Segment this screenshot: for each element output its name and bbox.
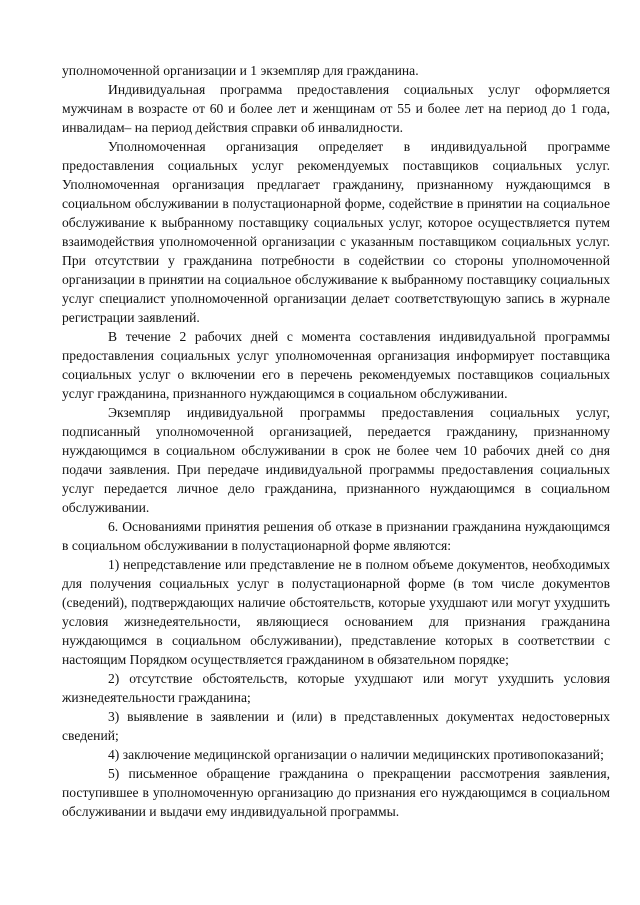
paragraph-refusal-grounds: 6. Основаниями принятия решения об отказе в признании гражданина нуждающимся в социальном обслуживании в полустационарной форме являются: bbox=[62, 519, 610, 553]
list-item-refusal-4: 4) заключение медицинской организации о наличии медицинских противопоказаний; bbox=[108, 747, 604, 762]
list-item-refusal-2: 2) отсутствие обстоятельств, которые ухудшают или могут ухудшить условия жизнедеятельности гражданина; bbox=[62, 671, 610, 705]
paragraph-program-duration: Индивидуальная программа предоставления социальных услуг оформляется мужчинам в возрасте от 60 и более лет и женщинам от 55 и более лет на период до 1 года, инвалидам– на период действия справки об инвалидности. bbox=[62, 82, 610, 135]
paragraph-program-transfer: Экземпляр индивидуальной программы предоставления социальных услуг, подписанный уполномоченной организацией, передается гражданину, признанному нуждающимся в социальном обслуживании в срок не более чем 10 рабочих дней со дня подачи заявления. При передаче индивидуальной программы предоставления социальных услуг передается личное дело гражданина, признанного нуждающимся в социальном обслуживании. bbox=[62, 405, 610, 515]
paragraph-recommended-providers: Уполномоченная организация определяет в индивидуальной программе предоставления социальных услуг рекомендуемых поставщиков социальных услуг. Уполномоченная организация предлагает гражданину, признанному нуждающимся в социальном обслуживании в полустационарной форме, содействие в принятии на социальное обслуживание к выбранному поставщику социальных услуг, которое осуществляется путем взаимодействия уполномоченной организации с указанным поставщиком социальных услуг. При отсутствии у гражданина потребности в содействии со стороны уполномоченной организации в принятии на социальное обслуживание к выбранному поставщику социальных услуг специалист уполномоченной организации делает соответствующую запись в журнале регистрации заявлений. bbox=[62, 139, 610, 325]
document-page bbox=[62, 61, 610, 821]
paragraph-provider-notification: В течение 2 рабочих дней с момента составления индивидуальной программы предоставления социальных услуг уполномоченная организация информирует поставщика социальных услуг о включении его в перечень рекомендуемых поставщиков социальных услуг гражданина, признанного нуждающимся в социальном обслуживании. bbox=[62, 329, 610, 401]
list-item-refusal-1: 1) непредставление или представление не в полном объеме документов, необходимых для получения социальных услуг в полустационарной форме (в том числе документов (сведений), подтверждающих наличие обстоятельств, которые ухудшают или могут ухудшить условия жизнедеятельности, являющиеся основанием для признания гражданина нуждающимся в социальном обслуживании), представление которых в соответствии с настоящим Порядком осуществляется гражданином в обязательном порядке; bbox=[62, 557, 610, 667]
list-item-refusal-3: 3) выявление в заявлении и (или) в представленных документах недостоверных сведений; bbox=[62, 709, 610, 743]
paragraph-continuation: уполномоченной организации и 1 экземпляр для гражданина. bbox=[62, 63, 419, 78]
list-item-refusal-5: 5) письменное обращение гражданина о прекращении рассмотрения заявления, поступившее в уполномоченную организацию до признания его нуждающимся в социальном обслуживании и выдачи ему индивидуальной программы. bbox=[62, 766, 610, 819]
